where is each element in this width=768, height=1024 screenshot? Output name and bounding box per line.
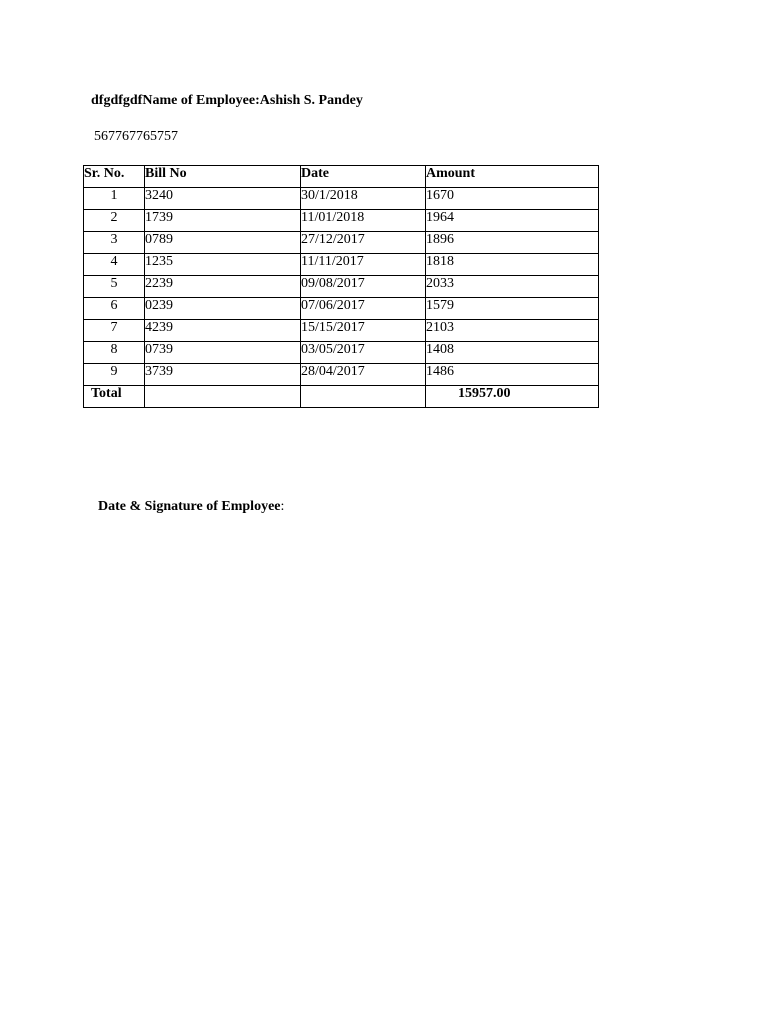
- cell-date: 11/01/2018: [301, 210, 426, 232]
- total-empty-bill-cell: [145, 386, 301, 408]
- cell-sr-no: 9: [84, 364, 145, 386]
- cell-date: 03/05/2017: [301, 342, 426, 364]
- cell-amount: 1896: [426, 232, 599, 254]
- reference-number: 567767765757: [94, 129, 178, 144]
- cell-date: 09/08/2017: [301, 276, 426, 298]
- table-header-row: [84, 166, 599, 188]
- bills-table: [83, 165, 599, 408]
- signature-line: [98, 499, 284, 515]
- cell-bill-no: 4239: [145, 320, 301, 342]
- table-row: [84, 298, 599, 320]
- cell-amount: 1579: [426, 298, 599, 320]
- employee-name-heading: dfgdfgdfName of Employee:Ashish S. Pandey: [91, 93, 363, 108]
- cell-sr-no: 4: [84, 254, 145, 276]
- cell-bill-no: 2239: [145, 276, 301, 298]
- cell-bill-no: 3739: [145, 364, 301, 386]
- cell-bill-no: 0239: [145, 298, 301, 320]
- table-row: [84, 364, 599, 386]
- signature-colon: :: [280, 499, 285, 514]
- table-row: [84, 232, 599, 254]
- total-amount: 15957.00: [426, 386, 599, 408]
- cell-date: 07/06/2017: [301, 298, 426, 320]
- cell-sr-no: 7: [84, 320, 145, 342]
- header-amount: Amount: [426, 166, 599, 188]
- cell-date: 30/1/2018: [301, 188, 426, 210]
- header-date: Date: [301, 166, 426, 188]
- cell-bill-no: 0789: [145, 232, 301, 254]
- header-sr-no: Sr. No.: [84, 166, 145, 188]
- table-row: [84, 210, 599, 232]
- cell-amount: 1408: [426, 342, 599, 364]
- cell-bill-no: 3240: [145, 188, 301, 210]
- cell-amount: 1818: [426, 254, 599, 276]
- cell-sr-no: 6: [84, 298, 145, 320]
- total-label: Total: [84, 386, 145, 408]
- cell-date: 28/04/2017: [301, 364, 426, 386]
- cell-date: 15/15/2017: [301, 320, 426, 342]
- total-empty-date-cell: [301, 386, 426, 408]
- table-row: [84, 320, 599, 342]
- cell-sr-no: 1: [84, 188, 145, 210]
- header-bill-no: Bill No: [145, 166, 301, 188]
- cell-date: 11/11/2017: [301, 254, 426, 276]
- cell-sr-no: 2: [84, 210, 145, 232]
- cell-amount: 1964: [426, 210, 599, 232]
- cell-sr-no: 5: [84, 276, 145, 298]
- table-total-row: [84, 386, 599, 408]
- cell-amount: 1486: [426, 364, 599, 386]
- cell-amount: 2033: [426, 276, 599, 298]
- cell-amount: 2103: [426, 320, 599, 342]
- cell-date: 27/12/2017: [301, 232, 426, 254]
- cell-bill-no: 0739: [145, 342, 301, 364]
- table-row: [84, 342, 599, 364]
- cell-bill-no: 1235: [145, 254, 301, 276]
- table-row: [84, 188, 599, 210]
- cell-sr-no: 8: [84, 342, 145, 364]
- cell-bill-no: 1739: [145, 210, 301, 232]
- table-row: [84, 254, 599, 276]
- table-row: [84, 276, 599, 298]
- signature-label: Date & Signature of Employee: [98, 499, 281, 514]
- cell-sr-no: 3: [84, 232, 145, 254]
- cell-amount: 1670: [426, 188, 599, 210]
